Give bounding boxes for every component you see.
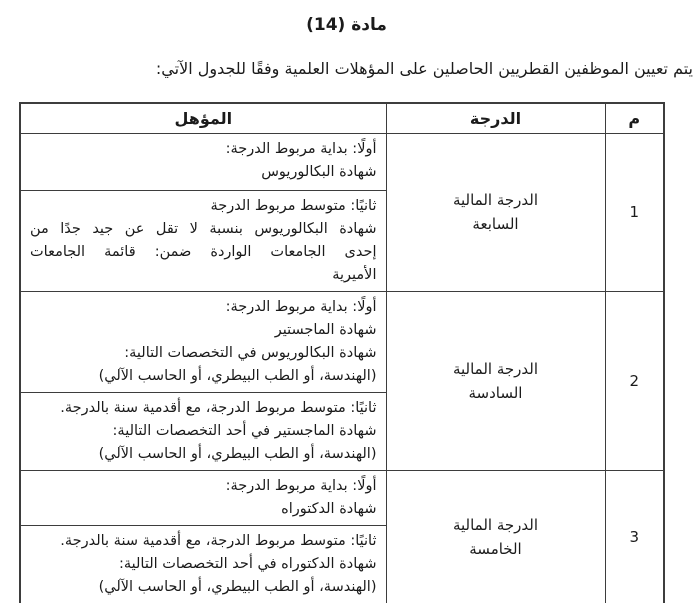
cell-text-line: شهادة الدكتوراه — [281, 500, 377, 517]
grade-cell — [386, 291, 605, 470]
qualification-second-cell — [20, 525, 386, 603]
qualification-first-cell — [20, 291, 386, 392]
cell-text-line: شهادة البكالوريوس بنسبة لا تقل عن جيد جدًا من — [30, 220, 377, 237]
row-number: 2 — [605, 291, 664, 470]
cell-text-line: شهادة الماجستير في أحد التخصصات التالية: — [112, 422, 377, 439]
cell-text-line: (الهندسة، أو الطب البيطري، أو الحاسب الآلي) — [98, 578, 377, 595]
cell-text-line: ثانيًا: متوسط مربوط الدرجة، مع أقدمية سنة بالدرجة. — [60, 532, 377, 549]
table-row — [20, 470, 664, 525]
column-header-number: م — [605, 103, 664, 133]
cell-text-line: إحدى الجامعات الواردة ضمن: قائمة الجامعات — [30, 243, 377, 260]
cell-text-line: الدرجة المالية — [452, 359, 539, 378]
row-number: 3 — [605, 470, 664, 603]
cell-text-line: ثانيًا: متوسط مربوط الدرجة، مع أقدمية سنة بالدرجة. — [60, 399, 377, 416]
cell-text-line: أولًا: بداية مربوط الدرجة: — [225, 140, 377, 157]
column-header-qualification: المؤهل — [20, 103, 386, 133]
article-title: مادة (14) — [306, 15, 387, 35]
cell-text-line: (الهندسة، أو الطب البيطري، أو الحاسب الآلي) — [98, 367, 377, 384]
cell-text-line: شهادة الماجستير — [274, 321, 377, 338]
cell-text-line: أولًا: بداية مربوط الدرجة: — [225, 298, 377, 315]
cell-text-line: شهادة الدكتوراه في أحد التخصصات التالية: — [118, 555, 377, 572]
cell-text-line: الدرجة المالية — [452, 191, 539, 209]
qualification-first-cell — [20, 470, 386, 525]
cell-text-line: السادسة — [468, 383, 523, 402]
cell-text-line: ثانيًا: متوسط مربوط الدرجة — [210, 197, 377, 214]
cell-text-line: أولًا: بداية مربوط الدرجة: — [225, 477, 377, 494]
cell-text-line: الخامسة — [469, 539, 522, 558]
row-number: 1 — [605, 133, 664, 291]
qualification-first-cell — [20, 133, 386, 190]
grades-table — [19, 102, 665, 603]
grade-cell — [386, 133, 605, 291]
table-row — [20, 133, 664, 190]
cell-text-line: (الهندسة، أو الطب البيطري، أو الحاسب الآلي) — [98, 445, 377, 462]
column-header-grade: الدرجة — [386, 103, 605, 133]
intro-text: يتم تعيين الموظفين القطريين الحاصلين على المؤهلات العلمية وفقًا للجدول الآتي: — [155, 59, 693, 78]
table-row — [20, 291, 664, 392]
cell-text-line: شهادة البكالوريوس في التخصصات التالية: — [124, 344, 377, 361]
qualification-second-cell — [20, 190, 386, 291]
table-header-row — [20, 103, 664, 133]
cell-text-line: الدرجة المالية — [452, 515, 539, 534]
qualification-second-cell — [20, 392, 386, 470]
cell-text-line: الأميرية — [332, 266, 377, 283]
cell-text-line: شهادة البكالوريوس — [261, 163, 377, 180]
cell-text-line: السابعة — [472, 215, 519, 233]
grade-cell — [386, 470, 605, 603]
